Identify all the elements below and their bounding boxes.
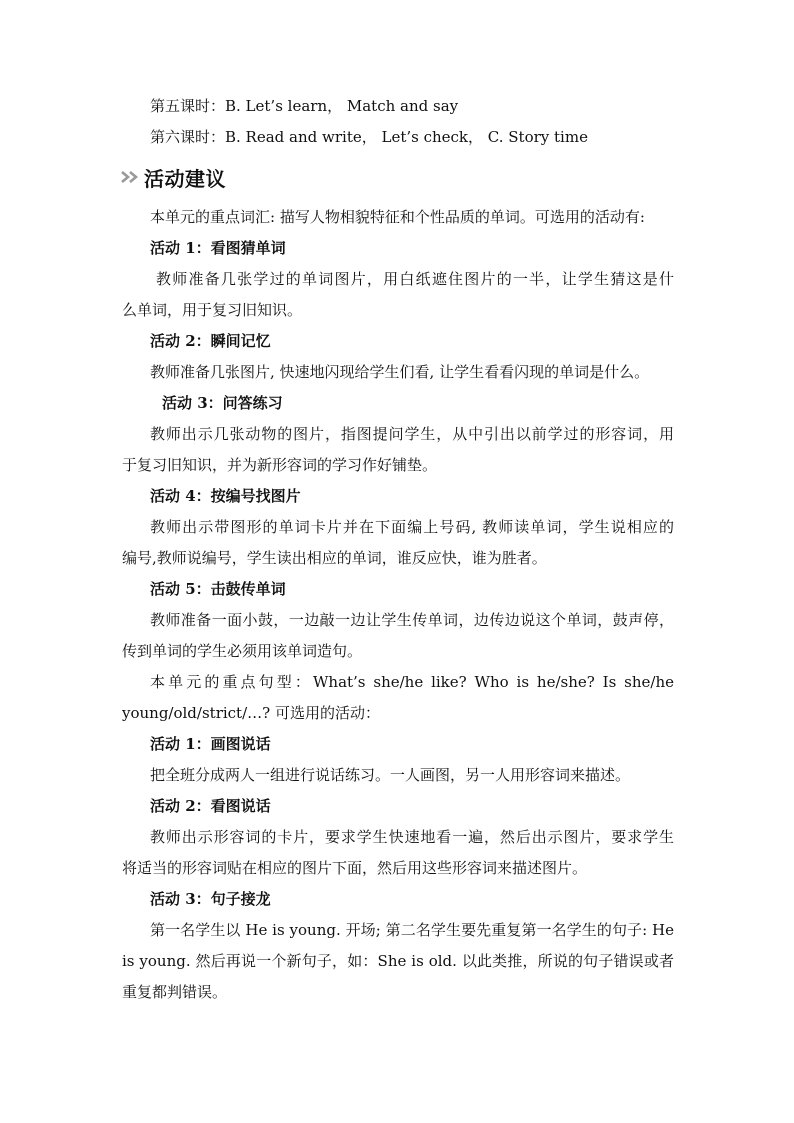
vocab-activity-4-title: 活动 4：按编号找图片 — [150, 487, 301, 505]
schedule-lesson-6: 第六课时：B. Read and write， Let’s check， C. Story time — [150, 128, 588, 146]
vocab-intro: 本单元的重点词汇: 描写人物相貌特征和个性品质的单词。可选用的活动有: — [150, 208, 645, 226]
vocab-activity-3-line-2: 于复习旧知识，并为新形容词的学习作好铺垫。 — [122, 456, 438, 474]
vocab-activity-4-line-2: 编号,教师说编号，学生读出相应的单词，谁反应快，谁为胜者。 — [122, 549, 547, 567]
schedule-lesson-5: 第五课时：B. Let’s learn， Match and say — [150, 97, 459, 115]
vocab-activity-5-line-2: 传到单词的学生必须用该单词造句。 — [122, 642, 363, 660]
vocab-activity-2-line-1: 教师准备几张图片, 快速地闪现给学生们看, 让学生看看闪现的单词是什么。 — [150, 363, 650, 381]
sentence-activity-3-line-3: 重复都判错误。 — [122, 983, 228, 1001]
vocab-activity-5-title: 活动 5：击鼓传单词 — [150, 580, 286, 598]
sentence-activity-1-line-1: 把全班分成两人一组进行说话练习。一人画图，另一人用形容词来描述。 — [150, 766, 631, 784]
vocab-activity-5-line-1: 教师准备一面小鼓，一边敲一边让学生传单词，边传边说这个单词，鼓声停， — [150, 611, 674, 629]
sentence-activity-3-line-2: is young. 然后再说一个新句子，如：She is old. 以此类推，所说的句子错误或者 — [122, 952, 674, 970]
vocab-activity-1-line-2: 么单词，用于复习旧知识。 — [122, 301, 303, 319]
vocab-activity-3-line-1: 教师出示几张动物的图片，指图提问学生，从中引出以前学过的形容词，用 — [150, 425, 674, 443]
sentence-activity-2-title: 活动 2：看图说话 — [150, 797, 271, 815]
section-heading — [120, 160, 226, 194]
sentence-activity-3-line-1: 第一名学生以 He is young. 开场; 第二名学生要先重复第一名学生的句子: He — [150, 921, 674, 939]
vocab-activity-4-line-1: 教师出示带图形的单词卡片并在下面编上号码, 教师读单词，学生说相应的 — [150, 518, 674, 536]
vocab-activity-1-line-1: 教师准备几张学过的单词图片，用白纸遮住图片的一半，让学生猜这是什 — [156, 270, 674, 288]
sentence-activity-2-line-2: 将适当的形容词贴在相应的图片下面，然后用这些形容词来描述图片。 — [122, 859, 588, 877]
sentence-activity-1-title: 活动 1：画图说话 — [150, 735, 271, 753]
vocab-activity-2-title: 活动 2：瞬间记忆 — [150, 332, 271, 350]
section-title: 活动建议 — [144, 166, 226, 191]
sentences-intro-line-2: young/old/strict/…? 可选用的活动： — [122, 704, 380, 722]
vocab-activity-3-title: 活动 3：问答练习 — [162, 394, 283, 412]
sentence-activity-3-title: 活动 3：句子接龙 — [150, 890, 271, 908]
double-chevron-icon — [120, 169, 142, 185]
vocab-activity-1-title: 活动 1：看图猜单词 — [150, 239, 286, 257]
sentences-intro-line-1: 本单元的重点句型：What’s she/he like? Who is he/she? Is she/he — [150, 673, 674, 691]
sentence-activity-2-line-1: 教师出示形容词的卡片，要求学生快速地看一遍，然后出示图片，要求学生 — [150, 828, 674, 846]
